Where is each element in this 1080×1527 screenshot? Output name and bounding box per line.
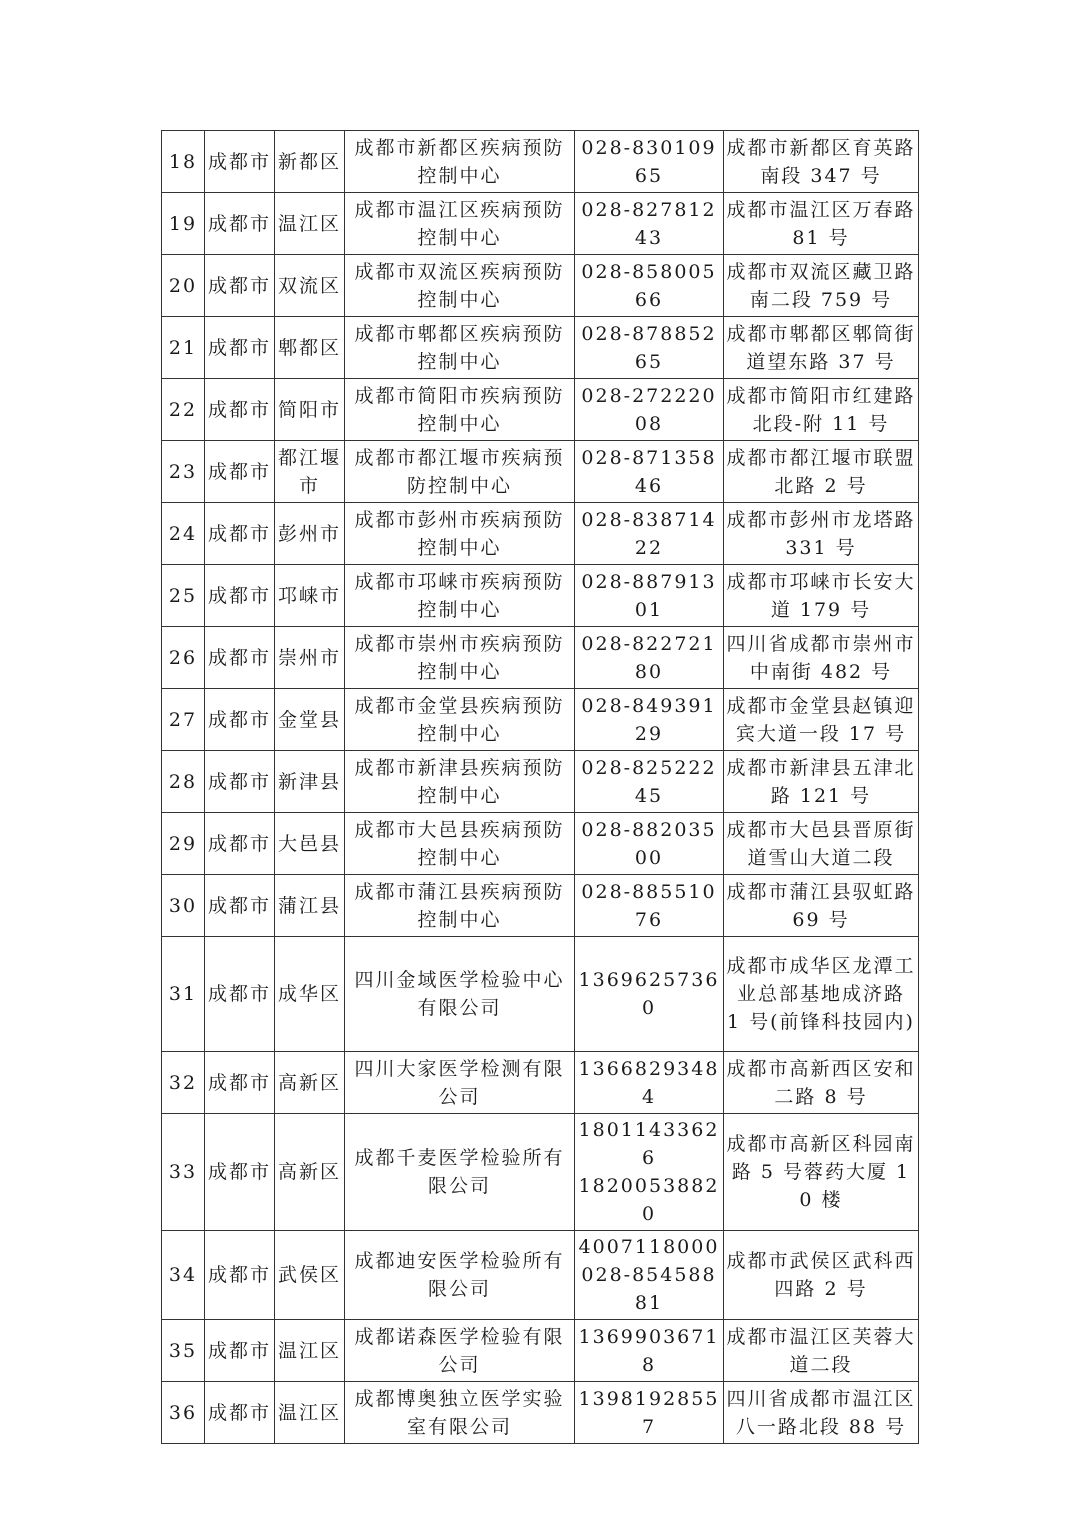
city-cell: 成都市	[205, 1052, 275, 1114]
table-row	[162, 1231, 919, 1320]
phone-number: 028-82522245	[581, 756, 717, 807]
county-cell: 简阳市	[275, 379, 345, 441]
county-cell: 成华区	[275, 937, 345, 1052]
county-cell: 蒲江县	[275, 875, 345, 937]
organization-cell: 成都市新津县疾病预防控制中心	[345, 751, 575, 813]
phone-number: 028-87135846	[581, 446, 717, 497]
address-cell: 成都市新津县五津北路 121 号	[724, 751, 919, 813]
row-number: 32	[162, 1052, 205, 1114]
organization-cell: 成都市都江堰市疾病预防控制中心	[345, 441, 575, 503]
phone-number: 13699036718	[578, 1325, 720, 1376]
phone-number: 18011433626	[578, 1119, 720, 1169]
city-cell: 成都市	[205, 255, 275, 317]
organization-cell: 四川金域医学检验中心有限公司	[345, 937, 575, 1052]
organization-cell: 成都市简阳市疾病预防控制中心	[345, 379, 575, 441]
phone-cell	[575, 937, 724, 1052]
organization-cell: 成都市温江区疾病预防控制中心	[345, 193, 575, 255]
organization-cell: 成都市金堂县疾病预防控制中心	[345, 689, 575, 751]
city-cell: 成都市	[205, 1231, 275, 1320]
address-cell: 成都市高新区科园南路 5 号蓉药大厦 10 楼	[724, 1114, 919, 1231]
phone-number: 028-85458881	[581, 1264, 717, 1314]
organization-cell: 成都博奥独立医学实验室有限公司	[345, 1382, 575, 1444]
phone-cell	[575, 1320, 724, 1382]
phone-cell	[575, 875, 724, 937]
organization-cell: 成都诺森医学检验有限公司	[345, 1320, 575, 1382]
county-cell: 都江堰市	[275, 441, 345, 503]
address-cell: 成都市彭州市龙塔路 331 号	[724, 503, 919, 565]
city-cell: 成都市	[205, 1114, 275, 1231]
county-cell: 温江区	[275, 1382, 345, 1444]
organization-cell: 成都市大邑县疾病预防控制中心	[345, 813, 575, 875]
address-cell: 成都市金堂县赵镇迎宾大道一段 17 号	[724, 689, 919, 751]
city-cell: 成都市	[205, 627, 275, 689]
row-number: 35	[162, 1320, 205, 1382]
table-row	[162, 937, 919, 1052]
row-number: 36	[162, 1382, 205, 1444]
phone-number: 028-88203500	[581, 818, 717, 869]
row-number: 26	[162, 627, 205, 689]
row-number: 27	[162, 689, 205, 751]
table-row	[162, 193, 919, 255]
organization-cell: 成都市蒲江县疾病预防控制中心	[345, 875, 575, 937]
table-body	[162, 131, 919, 1444]
organization-cell: 成都迪安医学检验所有限公司	[345, 1231, 575, 1320]
address-cell: 成都市双流区藏卫路南二段 759 号	[724, 255, 919, 317]
city-cell: 成都市	[205, 565, 275, 627]
table-row	[162, 441, 919, 503]
table-row	[162, 503, 919, 565]
address-cell: 成都市成华区龙潭工业总部基地成济路 1 号(前锋科技园内)	[724, 937, 919, 1052]
address-cell: 成都市邛崃市长安大道 179 号	[724, 565, 919, 627]
table-row	[162, 255, 919, 317]
county-cell: 新都区	[275, 131, 345, 193]
address-cell: 成都市温江区万春路 81 号	[724, 193, 919, 255]
row-number: 20	[162, 255, 205, 317]
phone-cell	[575, 503, 724, 565]
city-cell: 成都市	[205, 1320, 275, 1382]
city-cell: 成都市	[205, 937, 275, 1052]
row-number: 23	[162, 441, 205, 503]
phone-cell	[575, 317, 724, 379]
phone-cell	[575, 379, 724, 441]
row-number: 18	[162, 131, 205, 193]
phone-number: 13696257360	[578, 969, 720, 1019]
institution-table	[161, 130, 919, 1444]
organization-cell: 成都市双流区疾病预防控制中心	[345, 255, 575, 317]
table-row	[162, 1114, 919, 1231]
phone-cell	[575, 627, 724, 689]
address-cell: 四川省成都市温江区八一路北段 88 号	[724, 1382, 919, 1444]
phone-cell	[575, 131, 724, 193]
phone-cell	[575, 565, 724, 627]
address-cell: 成都市都江堰市联盟北路 2 号	[724, 441, 919, 503]
address-cell: 成都市温江区芙蓉大道二段	[724, 1320, 919, 1382]
city-cell: 成都市	[205, 1382, 275, 1444]
city-cell: 成都市	[205, 379, 275, 441]
table-row	[162, 689, 919, 751]
county-cell: 温江区	[275, 193, 345, 255]
phone-number: 028-82781243	[581, 198, 717, 249]
table-row	[162, 131, 919, 193]
organization-cell: 成都千麦医学检验所有限公司	[345, 1114, 575, 1231]
organization-cell: 成都市崇州市疾病预防控制中心	[345, 627, 575, 689]
phone-cell	[575, 689, 724, 751]
county-cell: 温江区	[275, 1320, 345, 1382]
table-row	[162, 813, 919, 875]
county-cell: 高新区	[275, 1052, 345, 1114]
city-cell: 成都市	[205, 131, 275, 193]
phone-cell	[575, 1114, 724, 1231]
row-number: 19	[162, 193, 205, 255]
address-cell: 成都市新都区育英路南段 347 号	[724, 131, 919, 193]
table-row	[162, 379, 919, 441]
city-cell: 成都市	[205, 503, 275, 565]
table-row	[162, 627, 919, 689]
phone-number: 13981928557	[578, 1387, 720, 1438]
county-cell: 崇州市	[275, 627, 345, 689]
phone-cell	[575, 1052, 724, 1114]
phone-number: 028-82272180	[581, 632, 717, 683]
address-cell: 成都市蒲江县驭虹路 69 号	[724, 875, 919, 937]
address-cell: 成都市武侯区武科西四路 2 号	[724, 1231, 919, 1320]
organization-cell: 成都市郫都区疾病预防控制中心	[345, 317, 575, 379]
organization-cell: 成都市彭州市疾病预防控制中心	[345, 503, 575, 565]
city-cell: 成都市	[205, 441, 275, 503]
phone-cell	[575, 255, 724, 317]
county-cell: 大邑县	[275, 813, 345, 875]
row-number: 29	[162, 813, 205, 875]
table-row	[162, 1320, 919, 1382]
county-cell: 双流区	[275, 255, 345, 317]
phone-number: 18200538820	[578, 1175, 720, 1225]
row-number: 22	[162, 379, 205, 441]
address-cell: 成都市高新西区安和二路 8 号	[724, 1052, 919, 1114]
table-row	[162, 317, 919, 379]
address-cell: 四川省成都市崇州市中南街 482 号	[724, 627, 919, 689]
county-cell: 新津县	[275, 751, 345, 813]
county-cell: 高新区	[275, 1114, 345, 1231]
phone-number: 028-85800566	[581, 260, 717, 311]
phone-number: 028-27222008	[581, 384, 717, 435]
phone-number: 028-83871422	[581, 508, 717, 559]
city-cell: 成都市	[205, 317, 275, 379]
phone-number: 028-88551076	[581, 880, 717, 931]
row-number: 34	[162, 1231, 205, 1320]
county-cell: 彭州市	[275, 503, 345, 565]
county-cell: 邛崃市	[275, 565, 345, 627]
phone-cell	[575, 1231, 724, 1320]
phone-cell	[575, 441, 724, 503]
phone-cell	[575, 813, 724, 875]
phone-number: 13668293484	[578, 1057, 720, 1108]
address-cell: 成都市大邑县晋原街道雪山大道二段	[724, 813, 919, 875]
row-number: 31	[162, 937, 205, 1052]
phone-number: 028-88791301	[581, 570, 717, 621]
city-cell: 成都市	[205, 875, 275, 937]
table-row	[162, 751, 919, 813]
city-cell: 成都市	[205, 751, 275, 813]
organization-cell: 成都市新都区疾病预防控制中心	[345, 131, 575, 193]
organization-cell: 成都市邛崃市疾病预防控制中心	[345, 565, 575, 627]
city-cell: 成都市	[205, 193, 275, 255]
phone-cell	[575, 751, 724, 813]
phone-cell	[575, 1382, 724, 1444]
table-row	[162, 1052, 919, 1114]
row-number: 21	[162, 317, 205, 379]
row-number: 25	[162, 565, 205, 627]
city-cell: 成都市	[205, 689, 275, 751]
row-number: 28	[162, 751, 205, 813]
phone-number: 4007118000	[578, 1236, 720, 1258]
row-number: 30	[162, 875, 205, 937]
county-cell: 武侯区	[275, 1231, 345, 1320]
table-row	[162, 875, 919, 937]
phone-number: 028-84939129	[581, 694, 717, 745]
organization-cell: 四川大家医学检测有限公司	[345, 1052, 575, 1114]
phone-number: 028-87885265	[581, 322, 717, 373]
row-number: 24	[162, 503, 205, 565]
table-row	[162, 1382, 919, 1444]
address-cell: 成都市郫都区郫筒街道望东路 37 号	[724, 317, 919, 379]
address-cell: 成都市简阳市红建路北段-附 11 号	[724, 379, 919, 441]
county-cell: 郫都区	[275, 317, 345, 379]
row-number: 33	[162, 1114, 205, 1231]
city-cell: 成都市	[205, 813, 275, 875]
county-cell: 金堂县	[275, 689, 345, 751]
table-row	[162, 565, 919, 627]
phone-number: 028-83010965	[581, 136, 717, 187]
phone-cell	[575, 193, 724, 255]
